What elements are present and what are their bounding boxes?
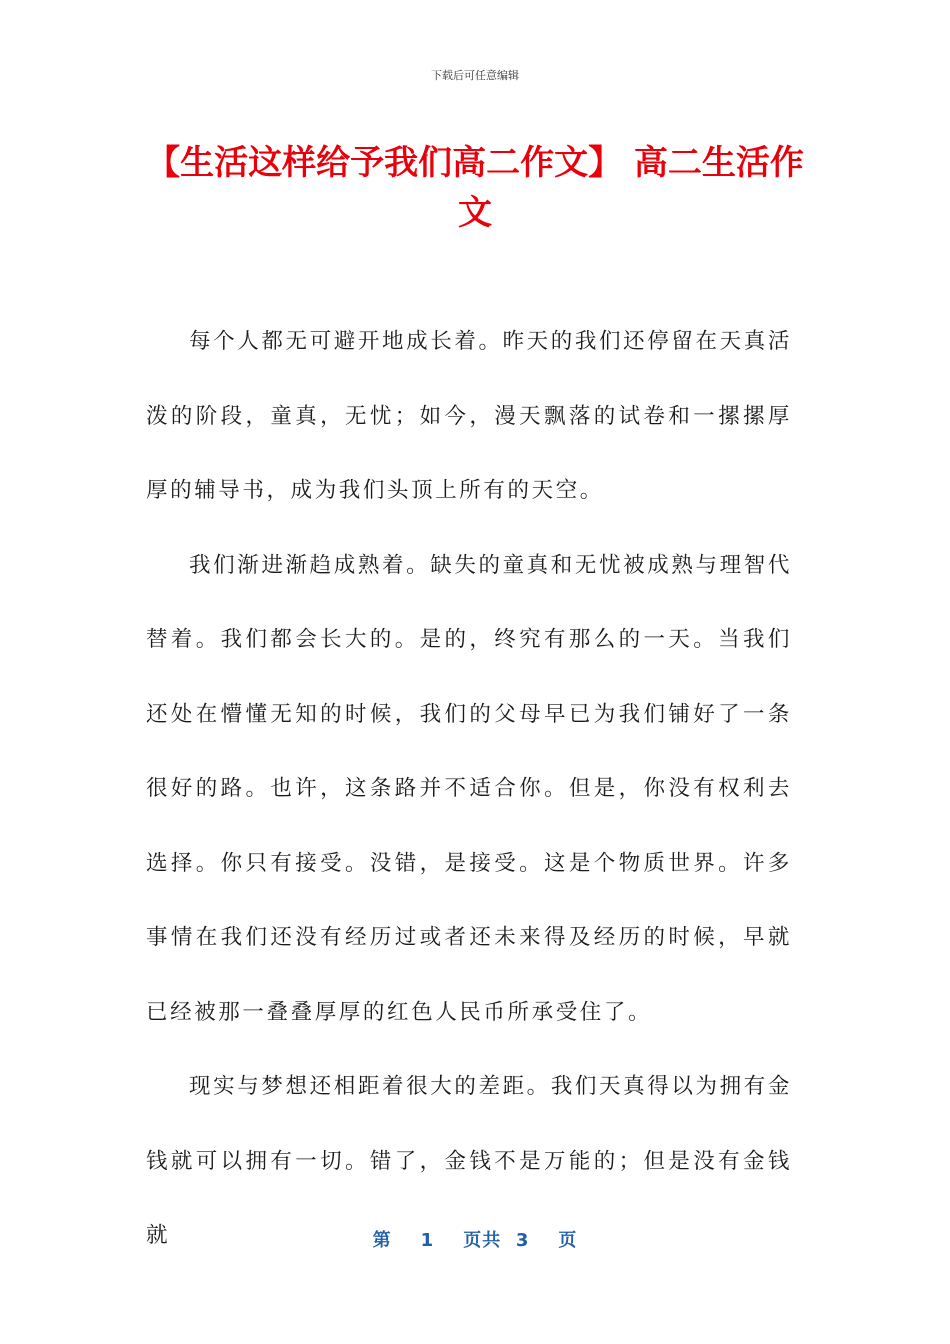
document-body <box>146 305 792 1274</box>
footer-current-page: 1 <box>420 1230 435 1251</box>
paragraph-3: 现实与梦想还相距着很大的差距。我们天真得以为拥有金钱就可以拥有一切。错了，金钱不是万能的；但是没有金钱就 <box>146 1074 792 1248</box>
document-title: 【生活这样给予我们高二作文】 高二生活作文 <box>146 143 804 233</box>
page-footer <box>0 1226 950 1252</box>
footer-mid: 页共 <box>463 1230 502 1251</box>
footer-suffix: 页 <box>558 1230 578 1251</box>
paragraph-2: 我们渐进渐趋成熟着。缺失的童真和无忧被成熟与理智代替着。我们都会长大的。是的，终究有那么的一天。当我们还处在懵懂无知的时候，我们的父母早已为我们铺好了一条很好的路。也许，这条路并不适合你。但是，你没有权利去选择。你只有接受。没错，是接受。这是个物质世界。许多事情在我们还没有经历过或者还未来得及经历的时候，早就已经被那一叠叠厚厚的红色人民币所承受住了。 <box>146 552 792 1025</box>
header-note: 下载后可任意编辑 <box>431 69 519 82</box>
footer-prefix: 第 <box>372 1230 392 1251</box>
paragraph-1: 每个人都无可避开地成长着。昨天的我们还停留在天真活泼的阶段，童真，无忧；如今，漫天飘落的试卷和一摞摞厚厚的辅导书，成为我们头顶上所有的天空。 <box>146 329 792 503</box>
footer-total-pages: 3 <box>515 1230 530 1251</box>
